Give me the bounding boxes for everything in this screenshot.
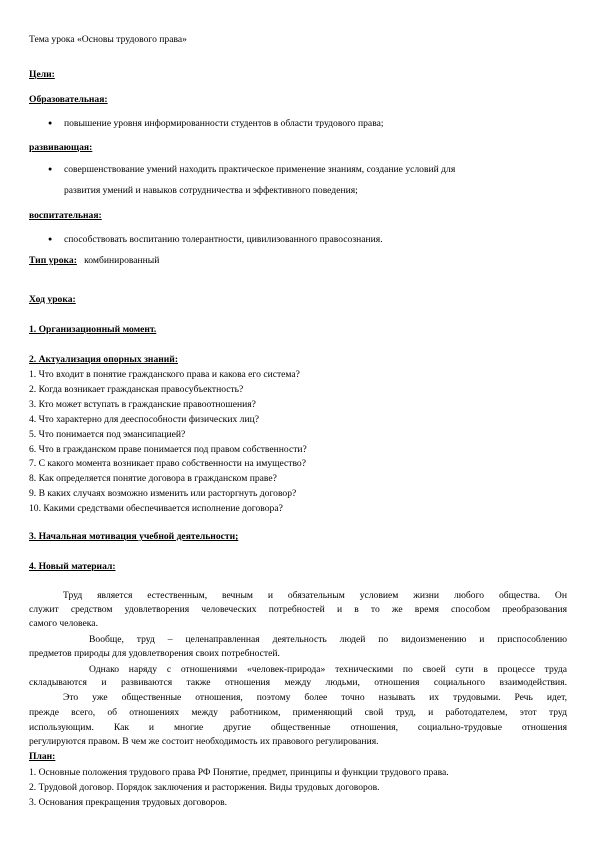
bullet-icon: ● bbox=[48, 235, 53, 243]
developing-item-line1: совершенствование умений находить практическое применение знаниям, создание условий для bbox=[64, 164, 456, 175]
paragraph-line: складываются и развиваются также отношения между людьми, отношения социального взаимодействия. bbox=[29, 677, 567, 688]
paragraph-line: Труд является естественным, вечным и обязательным условием жизни любого общества. Он bbox=[63, 590, 567, 601]
plan-heading: План: bbox=[29, 751, 56, 762]
developing-item-line2: развития умений и навыков сотрудничества и эффективного поведения; bbox=[64, 185, 358, 196]
paragraph-line: Это уже общественные отношения, поэтому более точно называть их трудовыми. Речь идет, bbox=[63, 692, 567, 703]
paragraph-line: самого человека. bbox=[29, 618, 98, 629]
upbringing-item: способствовать воспитанию толерантности, цивилизованного правосознания. bbox=[64, 234, 383, 245]
question-item: 2. Когда возникает гражданская правосубъектность? bbox=[29, 384, 244, 395]
question-item: 4. Что характерно для дееспособности физических лиц? bbox=[29, 414, 259, 425]
paragraph-line: прежде всего, об отношениях между работником, применяющий свой труд, и работодателем, этот труд bbox=[29, 707, 567, 718]
paragraph-line: использующим. Как и многие другие общественные отношения, социально-трудовые отношения bbox=[29, 722, 567, 733]
paragraph-line: Вообще, труд – целенаправленная деятельность людей по видоизменению и приспособлению bbox=[89, 634, 567, 645]
lesson-type bbox=[29, 255, 159, 267]
lesson-type-label: Тип урока: bbox=[29, 255, 77, 266]
goals-heading: Цели: bbox=[29, 69, 55, 80]
question-item: 9. В каких случаях возможно изменить или расторгнуть договор? bbox=[29, 488, 297, 499]
paragraph-line: Однако наряду с отношениями «человек-природа» техническими по своей сути в процессе труда bbox=[89, 664, 567, 675]
educational-item: повышение уровня информированности студентов в области трудового права; bbox=[64, 118, 384, 129]
step-knowledge-heading: 2. Актуализация опорных знаний: bbox=[29, 354, 179, 365]
question-item: 5. Что понимается под эмансипацией? bbox=[29, 429, 186, 440]
bullet-icon: ● bbox=[48, 119, 53, 127]
plan-item: 2. Трудовой договор. Порядок заключения и расторжения. Виды трудовых договоров. bbox=[29, 782, 380, 793]
lesson-topic: Тема урока «Основы трудового права» bbox=[29, 34, 187, 45]
bullet-icon: ● bbox=[48, 165, 53, 173]
developing-heading: развивающая: bbox=[29, 142, 93, 153]
lesson-type-value: комбинированный bbox=[84, 255, 160, 266]
question-item: 8. Как определяется понятие договора в гражданском праве? bbox=[29, 473, 277, 484]
question-item: 1. Что входит в понятие гражданского права и какова его система? bbox=[29, 369, 300, 380]
question-item: 7. С какого момента возникает право собственности на имущество? bbox=[29, 458, 306, 469]
plan-item: 3. Основания прекращения трудовых договоров. bbox=[29, 797, 228, 808]
course-heading: Ход урока: bbox=[29, 294, 76, 305]
step-motivation: 3. Начальная мотивация учебной деятельности; bbox=[29, 531, 239, 542]
paragraph-line: служит средством удовлетворения человеческих потребностей и в то же время способом преобразования bbox=[29, 604, 567, 615]
educational-heading: Образовательная: bbox=[29, 94, 108, 105]
question-item: 6. Что в гражданском праве понимается под правом собственности? bbox=[29, 444, 307, 455]
plan-item: 1. Основные положения трудового права РФ Понятие, предмет, принципы и функции трудового права. bbox=[29, 767, 449, 778]
question-item: 10. Какими средствами обеспечивается исполнение договора? bbox=[29, 503, 283, 514]
paragraph-line: регулируются правом. В чем же состоит необходимость их правового регулирования. bbox=[29, 736, 379, 747]
upbringing-heading: воспитательная: bbox=[29, 210, 102, 221]
step-new-material: 4. Новый материал: bbox=[29, 561, 116, 572]
question-item: 3. Кто может вступать в гражданские правоотношения? bbox=[29, 399, 256, 410]
step-organizational: 1. Организационный момент. bbox=[29, 324, 157, 335]
paragraph-line: предметов природы для удовлетворения своих потребностей. bbox=[29, 648, 280, 659]
